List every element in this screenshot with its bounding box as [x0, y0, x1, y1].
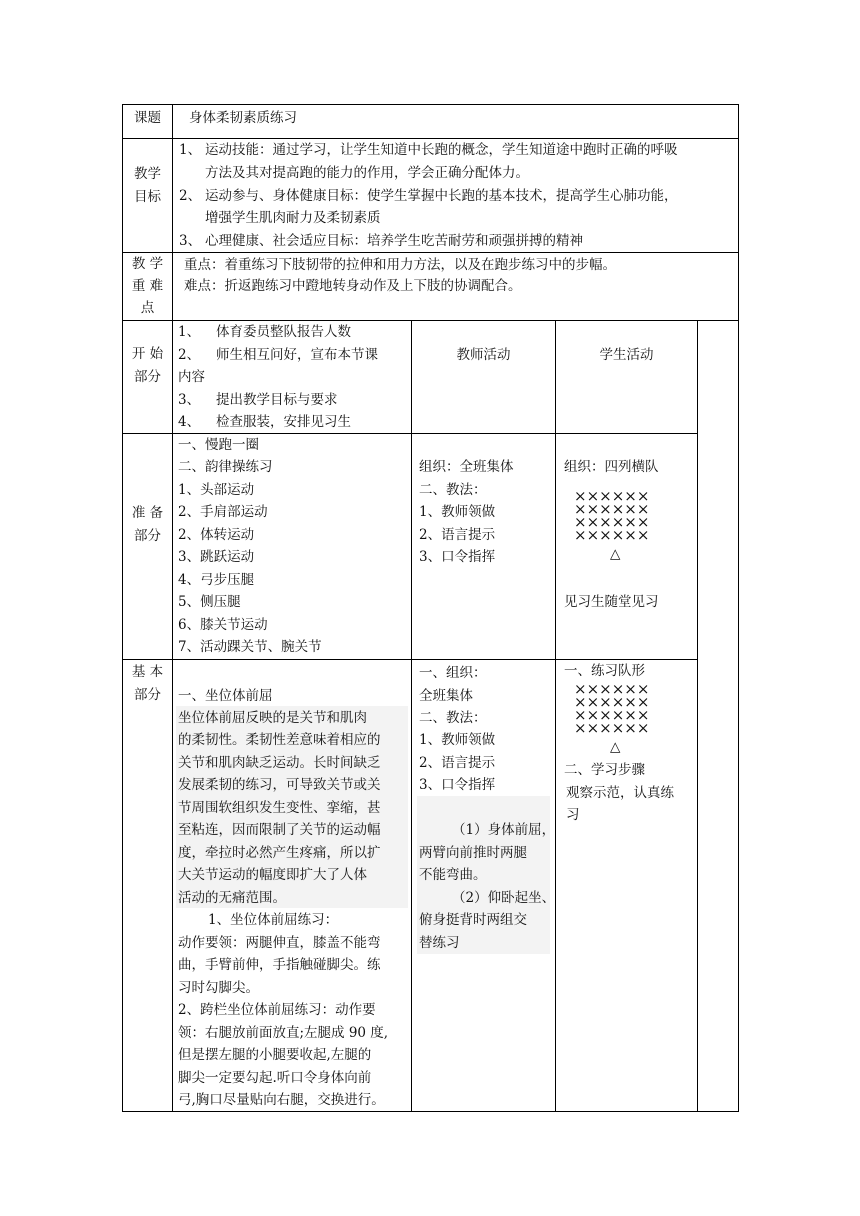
formation-row: ××××××	[574, 693, 650, 711]
objectives-label-line: 目标	[134, 188, 161, 205]
preparation-teacher-line: 组织：全班集体	[419, 459, 514, 475]
objective-text: 心理健康、社会适应目标：培养学生吃苦耐劳和顽强拼搏的精神	[205, 233, 583, 249]
keypoints-focus: 重点：着重练习下肢韧带的拉伸和用力方法，以及在跑步练习中的步幅。	[184, 257, 616, 273]
basic-teacher-line: 一、组织：	[419, 665, 487, 681]
opening-text: 提出教学目标与要求	[216, 392, 338, 408]
opening-text: 检查服装，安排见习生	[216, 414, 351, 430]
formation-row: ××××××	[574, 526, 650, 544]
basic-student-heading: 一、练习队形	[564, 663, 645, 679]
preparation-line: 一、慢跑一圈	[178, 437, 259, 453]
preparation-teacher-line: 1、教师领做	[419, 504, 496, 520]
opening-num: 3、	[178, 392, 201, 408]
preparation-teacher-line: 3、口令指挥	[419, 549, 496, 565]
col-line-teacher	[555, 320, 556, 1112]
basic-teacher-line: 2、语言提示	[419, 755, 496, 771]
topic-label: 课题	[134, 110, 161, 126]
formation-row: ××××××	[574, 500, 650, 518]
preparation-teacher-line: 2、语言提示	[419, 527, 496, 543]
basic-note1-line: （1）身体前屈，	[452, 822, 556, 838]
basic-label-line: 基 本	[131, 664, 164, 680]
preparation-line: 二、韵律操练习	[178, 459, 273, 475]
basic-teacher-line: 二、教法：	[419, 710, 487, 726]
opening-label	[123, 343, 172, 388]
preparation-line: 5、侧压腿	[178, 594, 241, 610]
preparation-student-org: 组织：四列横队	[564, 459, 659, 475]
basic-shaded-line: 关节和肌肉缺乏运动。长时间缺乏	[178, 755, 381, 771]
row-line-top	[122, 104, 739, 105]
col-line-content	[411, 320, 412, 1112]
opening-num: 2、	[178, 347, 201, 363]
basic-ex2-line: 2、跨栏坐位体前屈练习：动作要	[178, 1002, 376, 1018]
keypoints-label-line: 点	[140, 300, 155, 316]
formation-row: ××××××	[574, 680, 650, 698]
preparation-line: 7、活动踝关节、腕关节	[178, 639, 322, 655]
objectives-label-line: 教学	[134, 166, 161, 182]
opening-label-line: 部分	[134, 368, 161, 385]
basic-shaded-line: 至粘连，因而限制了关节的运动幅	[178, 822, 381, 838]
preparation-student-note: 见习生随堂见习	[564, 594, 659, 610]
objective-num: 2、	[179, 188, 202, 204]
basic-heading: 一、坐位体前屈	[178, 688, 273, 704]
basic-shaded-line: 发展柔韧的练习，可导致关节或关	[178, 777, 381, 793]
opening-num: 1、	[178, 324, 201, 340]
formation-row: ××××××	[574, 706, 650, 724]
preparation-line: 1、头部运动	[178, 482, 255, 498]
formation-row: ××××××	[574, 513, 650, 531]
objective-text: 方法及其对提高跑的能力的作用，学会正确分配体力。	[205, 165, 529, 181]
basic-ex2-line: 但是摆左腿的小腿要收起,左腿的	[178, 1047, 372, 1063]
row-line-keypoints-bottom	[122, 320, 739, 321]
basic-note2-line: 俯身挺背时两组交	[419, 912, 527, 928]
keypoints-label	[123, 253, 172, 319]
objective-num: 1、	[179, 142, 202, 158]
objective-text: 增强学生肌肉耐力及柔韧素质	[205, 210, 381, 226]
basic-note1-line: 不能弯曲。	[419, 867, 487, 883]
basic-shaded-line: 大关节运动的幅度即扩大了人体	[178, 867, 367, 883]
preparation-line: 4、弓步压腿	[178, 572, 255, 588]
basic-student-step-line: 习	[566, 807, 580, 823]
basic-student-step-line: 观察示范，认真练	[566, 785, 674, 801]
basic-note2-line: 替练习	[419, 935, 460, 951]
topic-value: 身体柔韧素质练习	[189, 110, 297, 126]
basic-ex2-line: 脚尖一定要勾起.听口令身体向前	[178, 1070, 372, 1086]
teacher-activity-header: 教师活动	[456, 347, 511, 363]
col-line-label	[172, 104, 173, 1112]
basic-ex1-line: 习时勾脚尖。	[178, 980, 259, 996]
basic-label	[123, 661, 172, 706]
basic-note1-line: 两臂向前推时两腿	[419, 845, 527, 861]
basic-ex1-line: 曲，手臂前伸，手指触碰脚尖。练	[178, 957, 381, 973]
basic-shaded-line: 度，牵拉时必然产生疼痛，所以扩	[178, 845, 381, 861]
preparation-label-line: 部分	[134, 527, 161, 544]
objective-text: 运动技能：通过学习，让学生知道中长跑的概念，学生知道途中跑时正确的呼吸	[205, 142, 678, 158]
opening-text: 师生相互问好，宣布本节课	[216, 347, 378, 363]
formation-row: ××××××	[574, 719, 650, 737]
basic-ex1-line: 动作要领：两腿伸直，膝盖不能弯	[178, 935, 381, 951]
basic-label-line: 部分	[134, 686, 161, 703]
keypoints-difficulty: 难点：折返跑练习中蹬地转身动作及上下肢的协调配合。	[184, 278, 522, 294]
preparation-line: 6、膝关节运动	[178, 617, 268, 633]
basic-teacher-line: 全班集体	[419, 688, 473, 704]
preparation-label-line: 准 备	[131, 505, 164, 521]
col-line-right	[738, 104, 739, 1112]
preparation-label	[123, 502, 172, 547]
col-line-student	[697, 320, 698, 1112]
keypoints-label-line: 教 学	[131, 256, 164, 272]
basic-teacher-line: 3、口令指挥	[419, 777, 496, 793]
basic-teacher-line: 1、教师领做	[419, 732, 496, 748]
objective-text: 运动参与、身体健康目标：使学生掌握中长跑的基本技术，提高学生心肺功能，	[205, 188, 678, 204]
basic-student-step-heading: 二、学习步骤	[564, 762, 645, 778]
basic-shaded-line: 的柔韧性。柔韧性差意味着相应的	[178, 732, 381, 748]
teacher-marker-icon: △	[610, 739, 621, 755]
opening-num: 4、	[178, 414, 201, 430]
preparation-line: 2、体转运动	[178, 527, 255, 543]
basic-ex2-line: 领：右腿放前面放直;左腿成 90 度,	[178, 1025, 389, 1041]
basic-ex1-title: 1、坐位体前屈练习：	[208, 912, 339, 928]
student-activity-header: 学生活动	[599, 347, 654, 363]
basic-shaded-line: 坐位体前屈反映的是关节和肌肉	[178, 710, 367, 726]
objective-num: 3、	[179, 233, 202, 249]
teacher-marker-icon: △	[610, 546, 621, 562]
preparation-line: 3、跳跃运动	[178, 549, 255, 565]
opening-text-cont: 内容	[178, 369, 205, 385]
formation-row: ××××××	[574, 487, 650, 505]
preparation-line: 2、手肩部运动	[178, 504, 268, 520]
opening-label-line: 开 始	[131, 346, 164, 362]
basic-ex2-line: 弓,胸口尽量贴向右腿，交换进行。	[178, 1092, 385, 1108]
basic-note2-line: （2）仰卧起坐、	[452, 890, 556, 906]
basic-shaded-line: 活动的无痛范围。	[178, 890, 286, 906]
preparation-teacher-line: 二、教法：	[419, 482, 487, 498]
objectives-label	[123, 163, 172, 208]
basic-shaded-line: 节周围软组织发生变性、挛缩，甚	[178, 800, 381, 816]
opening-text: 体育委员整队报告人数	[216, 324, 351, 340]
keypoints-label-line: 重 难	[131, 278, 164, 294]
